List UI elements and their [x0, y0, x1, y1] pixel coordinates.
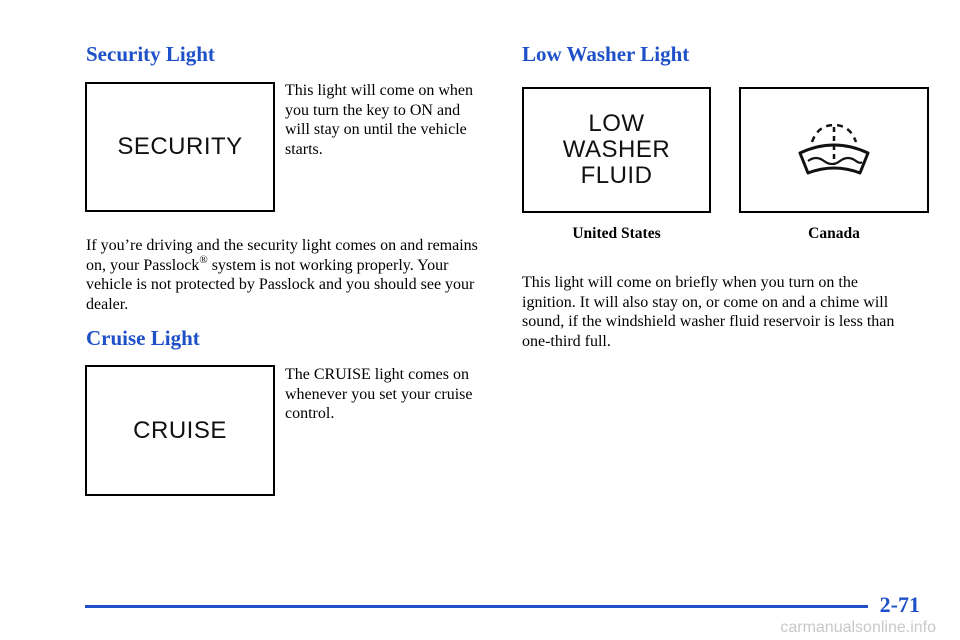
security-light-heading: Security Light: [86, 42, 215, 66]
caption-canada: Canada: [808, 225, 860, 242]
security-paragraph: [86, 236, 481, 314]
security-paragraph-start: If you’re driving and the security light comes on and remains on, your Passlock: [86, 237, 478, 274]
cruise-side-text: The CRUISE light comes on whenever you set your cruise control.: [285, 366, 473, 422]
security-indicator-label: SECURITY: [117, 133, 243, 160]
washer-fluid-icon: [794, 117, 874, 183]
watermark: carmanualsonline.info: [780, 619, 936, 636]
washer-light-heading: Low Washer Light: [522, 42, 690, 66]
washer-paragraph: This light will come on briefly when you turn on the ignition. It will also stay on, or come on and a chime will sound, if the windshield washer fluid reservoir is less than one-third full.: [522, 274, 895, 350]
security-indicator: [85, 82, 275, 212]
cruise-indicator: [85, 365, 275, 496]
washer-indicator-us: [522, 87, 711, 213]
cruise-light-heading: Cruise Light: [86, 326, 200, 350]
cruise-indicator-label: CRUISE: [133, 416, 227, 444]
footer-rule: [85, 605, 868, 608]
security-side-text: This light will come on when you turn the key to ON and will stay on until the vehicle starts.: [285, 82, 473, 158]
washer-indicator-line-3: FLUID: [580, 162, 653, 189]
washer-indicator-line-1: LOW: [588, 110, 645, 137]
washer-indicator-canada: [739, 87, 929, 213]
page-number: 2-71: [879, 592, 920, 617]
caption-united-states: United States: [572, 225, 661, 242]
security-paragraph-end: system is not working properly. Your vehicle is not protected by Passlock and you should see your dealer.: [86, 256, 475, 313]
registered-mark: ®: [199, 253, 208, 266]
washer-indicator-line-2: WASHER: [562, 136, 671, 163]
